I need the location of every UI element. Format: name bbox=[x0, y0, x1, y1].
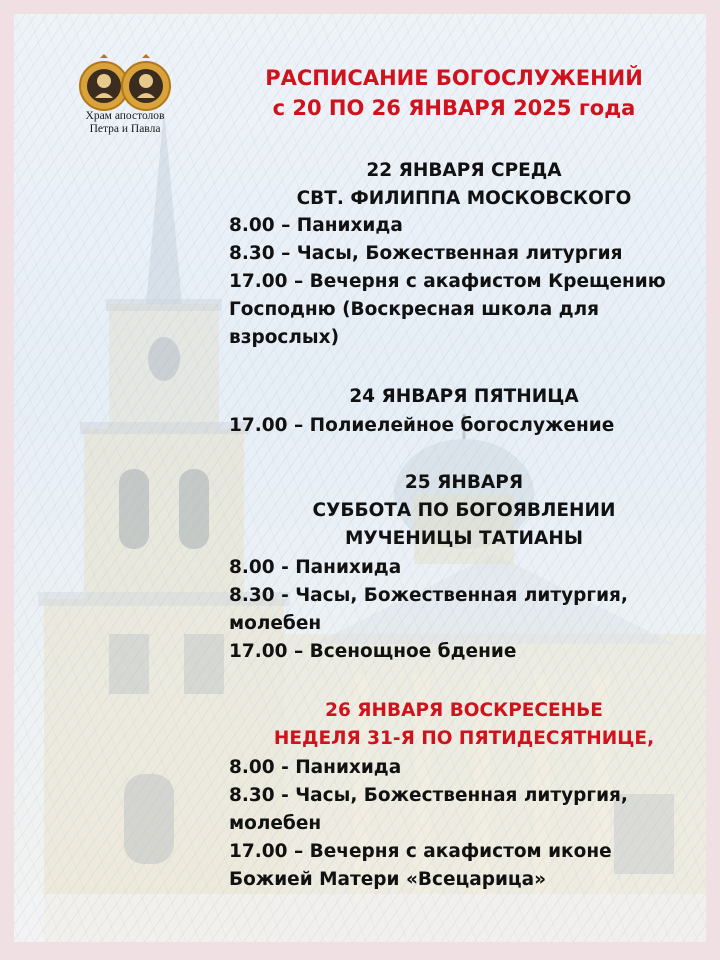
service-line: молебен bbox=[229, 813, 322, 834]
day-heading: 22 ЯНВАРЯ СРЕДА bbox=[366, 160, 562, 181]
service-line: молебен bbox=[229, 613, 322, 634]
service-line: 17.00 – Всенощное бдение bbox=[229, 641, 517, 662]
service-line: Божией Матери «Всецарица» bbox=[229, 869, 547, 890]
service-line: 8.30 - Часы, Божественная литургия, bbox=[229, 585, 628, 606]
schedule-poster bbox=[14, 14, 706, 942]
service-line: 8.30 – Часы, Божественная литургия bbox=[229, 243, 623, 264]
day-heading: МУЧЕНИЦЫ ТАТИАНЫ bbox=[344, 528, 583, 549]
schedule-date-range: с 20 ПО 26 ЯНВАРЯ 2025 года bbox=[272, 96, 636, 120]
service-line: 8.00 - Панихида bbox=[229, 557, 402, 578]
service-line: 8.00 – Панихида bbox=[229, 215, 403, 236]
day-heading: СУББОТА ПО БОГОЯВЛЕНИИ bbox=[312, 500, 616, 521]
service-line: взрослых) bbox=[229, 327, 340, 348]
day-heading: 25 ЯНВАРЯ bbox=[404, 472, 524, 493]
service-line: 17.00 – Вечерня с акафистом Крещению bbox=[229, 271, 666, 292]
service-line: Господню (Воскресная школа для bbox=[229, 299, 599, 320]
church-name-line-1: Храм апостолов bbox=[85, 110, 165, 122]
service-line: 17.00 – Вечерня с акафистом иконе bbox=[229, 841, 612, 862]
day-heading-highlighted: НЕДЕЛЯ 31-Я ПО ПЯТИДЕСЯТНИЦЕ, bbox=[273, 728, 655, 749]
schedule-title: РАСПИСАНИЕ БОГОСЛУЖЕНИЙ bbox=[265, 66, 643, 90]
day-heading: 24 ЯНВАРЯ ПЯТНИЦА bbox=[349, 386, 579, 407]
day-heading-highlighted: 26 ЯНВАРЯ ВОСКРЕСЕНЬЕ bbox=[325, 700, 603, 721]
day-heading: СВТ. ФИЛИППА МОСКОВСКОГО bbox=[296, 188, 632, 209]
service-line: 8.00 - Панихида bbox=[229, 757, 402, 778]
church-name-line-2: Петра и Павла bbox=[89, 123, 161, 135]
service-line: 17.00 – Полиелейное богослужение bbox=[229, 415, 615, 436]
church-name-caption bbox=[68, 110, 182, 136]
service-line: 8.30 - Часы, Божественная литургия, bbox=[229, 785, 628, 806]
